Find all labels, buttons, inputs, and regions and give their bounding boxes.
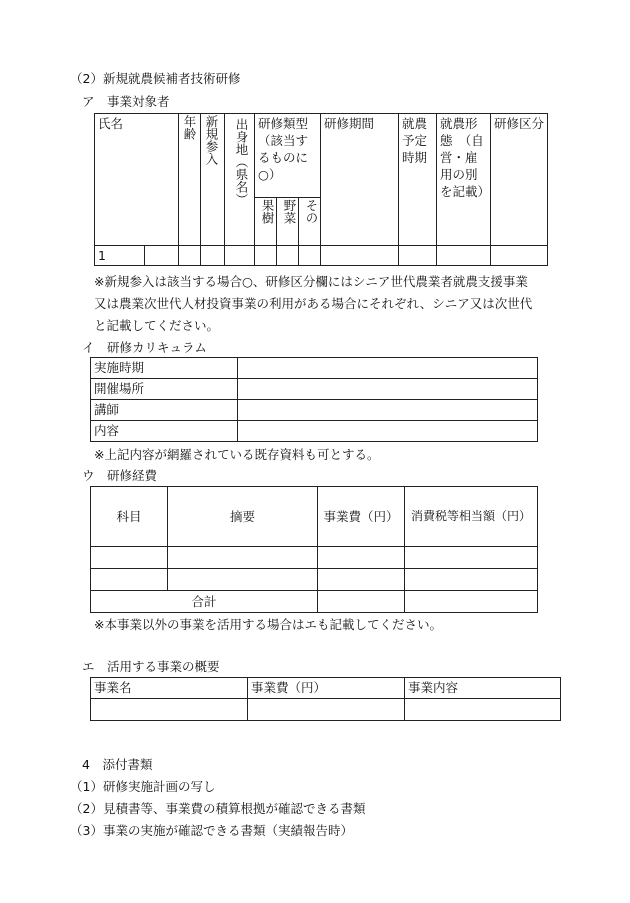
row-number: 1 [95,246,145,266]
header-age: 年齢 [179,114,201,246]
header-category: 研修区分 [491,114,548,246]
curriculum-label-venue: 開催場所 [91,379,238,400]
header-training-type: 研修類型（該当するものに○） [255,114,321,198]
cell-origin [225,246,255,266]
header-name: 氏名 [95,114,179,246]
header-vegetable: 野菜 [277,198,299,246]
expense-header-item: 科目 [91,487,168,547]
expense-cell [318,547,405,569]
project-header-content: 事業内容 [405,678,561,699]
cell-name [145,246,179,266]
cell-new-entry [201,246,225,266]
cell-planned-time [399,246,437,266]
curriculum-label-time: 実施時期 [91,358,238,379]
expense-table [90,486,538,613]
curriculum-label-content: 内容 [91,421,238,442]
expense-header-tax: 消費税等相当額（円） [405,487,538,547]
project-cell-content [405,699,561,721]
project-header-name: 事業名 [91,678,248,699]
note-i: ※上記内容が網羅されている既存資料も可とする。 [94,447,380,462]
section4-heading: 4 添付書類 [82,757,153,772]
note-u: ※本事業以外の事業を活用する場合はエも記載してください。 [94,617,442,632]
attachment-item-3: （3）事業の実施が確認できる書類（実績報告時） [70,823,353,838]
header-form: 就農形態 （自営・雇用の別を記載） [437,114,491,246]
header-other: その [299,198,321,246]
curriculum-value-time [238,358,538,379]
subsection-a-title: ア 事業対象者 [82,94,170,109]
cell-period [321,246,399,266]
note-a-line2: 又は農業次世代人材投資事業の利用がある場合にそれぞれ、シニア又は次世代 [94,296,533,311]
curriculum-value-instructor [238,400,538,421]
subsection-i-title: イ 研修カリキュラム [82,340,207,355]
project-cell-cost [248,699,405,721]
project-cell-name [91,699,248,721]
curriculum-table [90,357,538,442]
project-table [90,677,561,721]
expense-cell [168,547,318,569]
expense-cell [168,569,318,591]
header-fruit: 果樹 [255,198,277,246]
curriculum-value-content [238,421,538,442]
expense-total-cost [318,591,405,613]
cell-form [437,246,491,266]
header-new-entry: 新規参入 [201,114,225,246]
cell-other [299,246,321,266]
curriculum-label-instructor: 講師 [91,400,238,421]
expense-header-summary: 摘要 [168,487,318,547]
subsection-e-title: エ 活用する事業の概要 [82,659,220,674]
expense-cell [91,569,168,591]
header-origin: 出身地（県名） [225,114,255,246]
attachment-item-1: （1）研修実施計画の写し [70,779,216,794]
curriculum-value-venue [238,379,538,400]
header-planned-time: 就農予定時期 [399,114,437,246]
expense-total-label: 合計 [91,591,318,613]
expense-total-tax [405,591,538,613]
note-a-line3: と記載してください。 [94,318,220,333]
expense-cell [405,547,538,569]
cell-age [179,246,201,266]
subsection-u-title: ウ 研修経費 [82,468,158,483]
section-heading: （2）新規就農候補者技術研修 [70,71,241,86]
note-a-line1: ※新規参入は該当する場合○、研修区分欄にはシニア世代農業者就農支援事業 [94,274,528,289]
applicant-table [94,113,548,266]
expense-cell [91,547,168,569]
project-header-cost: 事業費（円） [248,678,405,699]
expense-cell [318,569,405,591]
header-period: 研修期間 [321,114,399,246]
cell-fruit [255,246,277,266]
cell-vegetable [277,246,299,266]
attachment-item-2: （2）見積書等、事業費の積算根拠が確認できる書類 [70,801,366,816]
cell-category [491,246,548,266]
expense-header-cost: 事業費（円） [318,487,405,547]
expense-cell [405,569,538,591]
